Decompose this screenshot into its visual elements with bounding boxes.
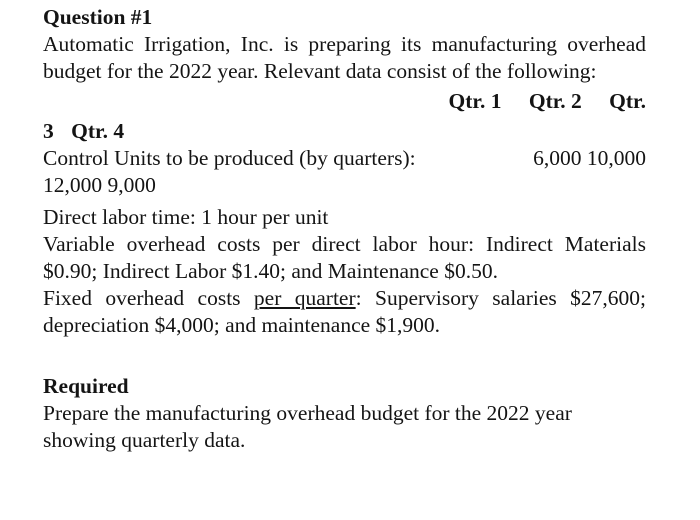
quarter-2-label: Qtr. 2 [528, 89, 582, 113]
units-values-q1-q2: 6,000 10,000 [533, 146, 646, 170]
fixed-overhead-prefix: Fixed overhead costs [43, 286, 254, 310]
quarter-continuation-row [43, 118, 646, 145]
required-text: Prepare the manufacturing overhead budget for the 2022 year showing quarterly data. [43, 401, 572, 452]
quarter-1-label: Qtr. 1 [448, 89, 502, 113]
document-page [43, 4, 646, 454]
quarter-3-label: Qtr. [609, 89, 646, 113]
units-line [43, 145, 646, 172]
quarter-header-row [43, 88, 646, 115]
units-label: Control Units to be produced (by quarters): [43, 146, 416, 170]
question-intro: Automatic Irrigation, Inc. is preparing its manufacturing overhead budget for the 2022 year. Relevant data consist of the following: [43, 32, 646, 83]
question-heading: Question #1 [43, 5, 153, 29]
per-quarter-underlined: per quarter [253, 286, 356, 310]
fixed-overhead-rest: : Supervisory salaries $27,600; depreciation $4,000; and maintenance $1,900. [43, 286, 646, 337]
fixed-overhead-text [43, 285, 646, 339]
variable-overhead-text: Variable overhead costs per direct labor hour: Indirect Materials $0.90; Indirect Labor $1.40; and Maintenance $0.50. [43, 232, 646, 283]
quarter-3-number: 3 [43, 119, 54, 143]
required-heading: Required [43, 374, 129, 398]
direct-labor-text: Direct labor time: 1 hour per unit [43, 205, 329, 229]
quarter-4-label: Qtr. 4 [71, 119, 125, 143]
units-values-q3-q4: 12,000 9,000 [43, 173, 156, 197]
